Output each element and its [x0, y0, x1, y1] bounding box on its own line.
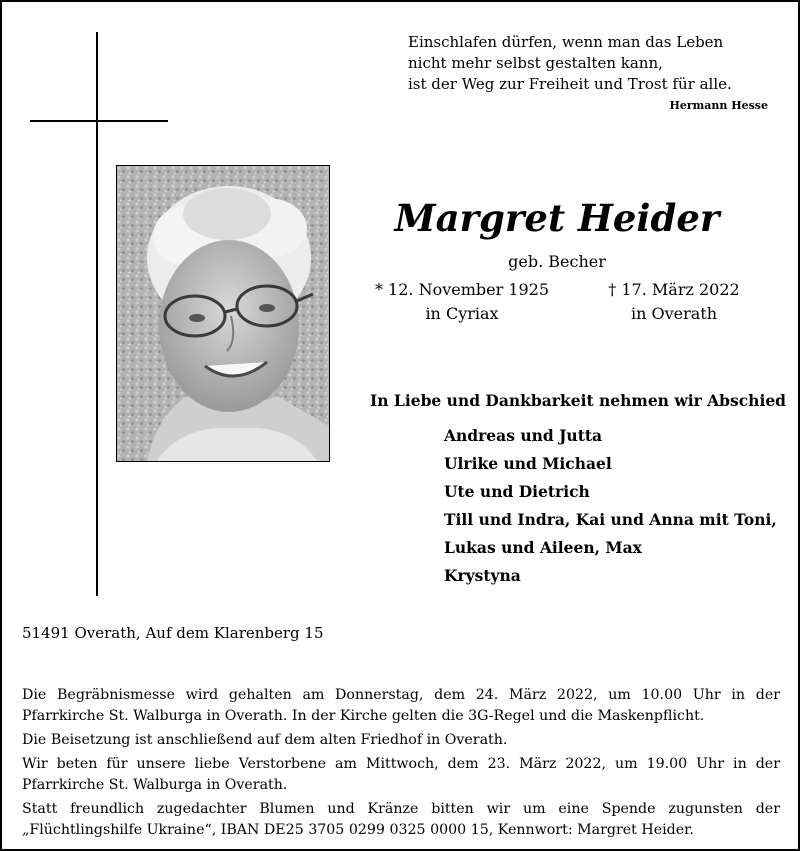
birth-place: in Cyriax — [425, 304, 499, 323]
announcement-burial: Die Beisetzung ist anschließend auf dem alten Friedhof in Overath. — [22, 732, 508, 748]
mourners-list — [444, 422, 777, 590]
birth-info — [374, 278, 550, 326]
death-date: † 17. März 2022 — [608, 280, 740, 299]
mourner-line: Andreas und Jutta — [444, 426, 603, 445]
birth-name: geb. Becher — [508, 252, 606, 271]
cross-icon-horizontal-bar — [30, 120, 168, 122]
quote-line: nicht mehr selbst gestalten kann, — [408, 54, 663, 72]
quote-block — [408, 32, 768, 117]
mourner-line: Ute und Dietrich — [444, 482, 590, 501]
farewell-line: In Liebe und Dankbarkeit nehmen wir Abschied — [370, 391, 787, 410]
family-address: 51491 Overath, Auf dem Klarenberg 15 — [22, 624, 324, 642]
quote-line: Einschlafen dürfen, wenn man das Leben — [408, 33, 724, 51]
announcement-requiem-mass: Die Begräbnismesse wird gehalten am Donnerstag, dem 24. März 2022, um 10.00 Uhr in der Pfarrkirche St. Walburga in Overath. In der Kirche gelten die 3G-Regel und die Maskenpflicht. — [22, 687, 780, 724]
mourner-line: Lukas und Aileen, Max — [444, 538, 642, 557]
quote-author: Hermann Hesse — [669, 99, 768, 112]
mourner-line: Krystyna — [444, 566, 521, 585]
announcement-prayer: Wir beten für unsere liebe Verstorbene am Mittwoch, dem 23. März 2022, um 19.00 Uhr in der Pfarrkirche St. Walburga in Overath. — [22, 756, 780, 793]
deceased-name: Margret Heider — [394, 196, 720, 240]
death-info — [586, 278, 762, 326]
portrait-photo — [116, 165, 330, 462]
quote-line: ist der Weg zur Freiheit und Trost für alle. — [408, 75, 732, 93]
death-place: in Overath — [630, 304, 718, 323]
birth-date: * 12. November 1925 — [374, 280, 550, 299]
announcement-donation: Statt freundlich zugedachter Blumen und Kränze bitten wir um eine Spende zugunsten der „Flüchtlingshilfe Ukraine“, IBAN DE25 3705 0299 0325 0000 15, Kennwort: Margret Heider. — [22, 801, 780, 838]
mourner-line: Till und Indra, Kai und Anna mit Toni, — [444, 510, 777, 529]
announcements — [22, 685, 780, 844]
cross-icon-vertical-bar — [96, 32, 98, 596]
mourner-line: Ulrike und Michael — [444, 454, 612, 473]
